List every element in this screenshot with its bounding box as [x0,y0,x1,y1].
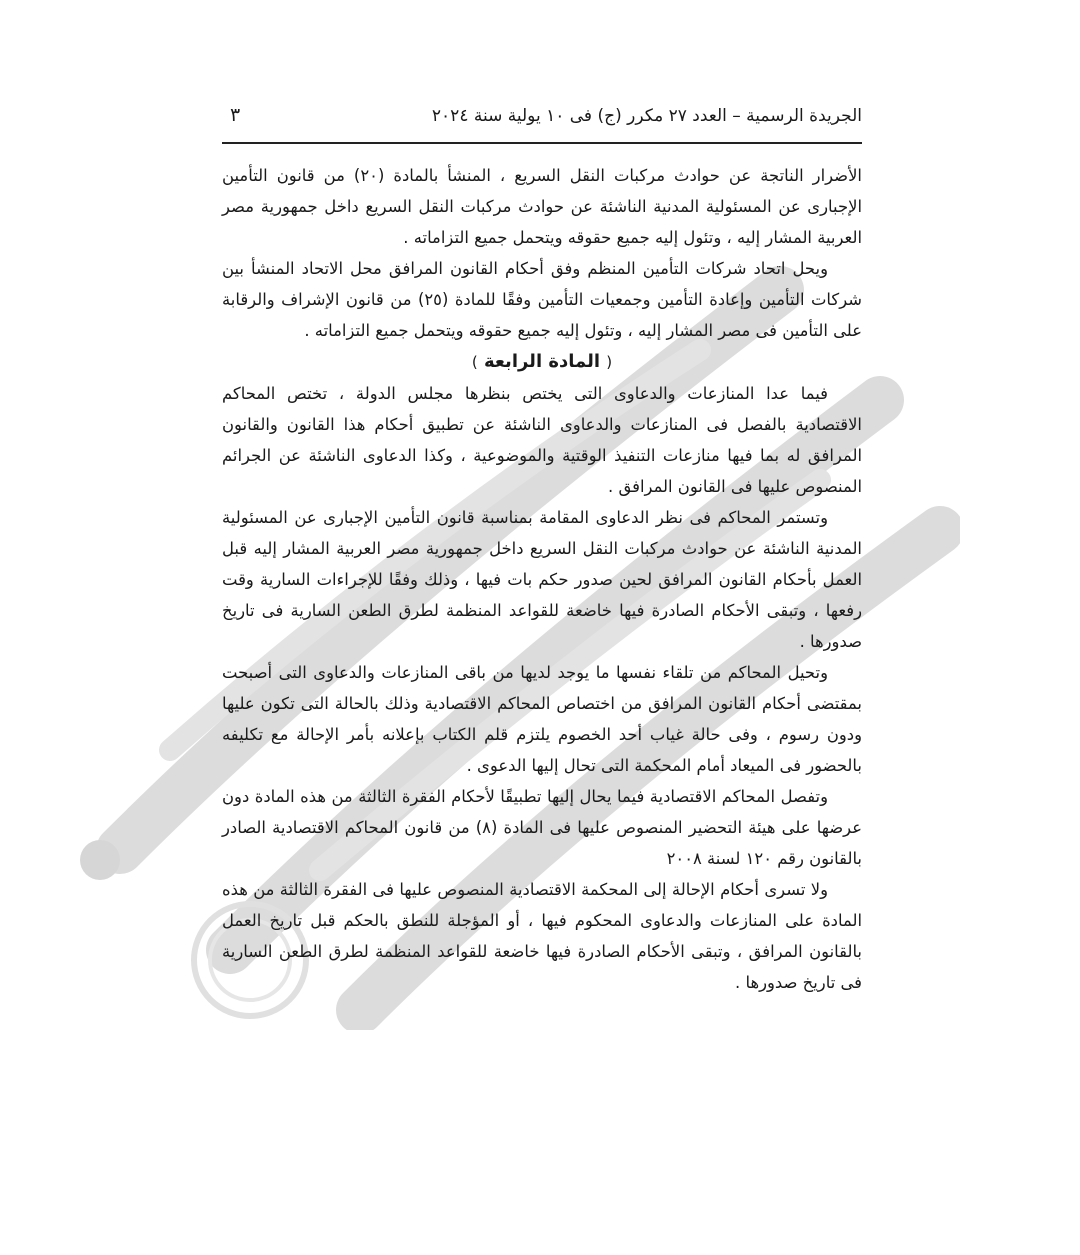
article-paragraph: وتحيل المحاكم من تلقاء نفسها ما يوجد لديها من باقى المنازعات والدعاوى التى أصبحت بمقتضى أحكام القانون المرافق من اختصاص المحاكم الاقتصادية وذلك بالحالة التى تكون عليها ودون رسوم ، وفى حالة غياب أحد الخصوم يلتزم قلم الكتاب بإعلانه بأمر الإحالة مع تكليفه بالحضور فى الميعاد أمام المحكمة التى تحال إليها الدعوى . [222,663,862,775]
article-title: المادة الرابعة [483,351,600,372]
gazette-page [222,92,862,998]
page-header [222,92,862,144]
article-heading: ( المادة الرابعة ) [471,351,613,372]
paragraph: الأضرار الناتجة عن حوادث مركبات النقل السريع ، المنشأ بالمادة (٢٠) من قانون التأمين الإجبارى عن المسئولية المدنية الناشئة عن حوادث مركبات النقل السريع داخل جمهورية مصر العربية المشار إليه ، وتئول إليه جميع حقوقه ويتحمل جميع التزاماته . [222,166,862,247]
article-paragraph: ولا تسرى أحكام الإحالة إلى المحكمة الاقتصادية المنصوص عليها فى الفقرة الثالثة من هذه المادة على المنازعات والدعاوى المحكوم فيها ، أو المؤجلة للنطق بالحكم قبل تاريخ العمل بالقانون المرافق ، وتبقى الأحكام الصادرة فيها خاضعة للقواعد المنظمة لطرق الطعن السارية فى تاريخ صدورها . [222,880,862,992]
watermark-dot-icon [80,840,120,880]
article-paragraph: فيما عدا المنازعات والدعاوى التى يختص بنظرها مجلس الدولة ، تختص المحاكم الاقتصادية بالفصل فى المنازعات والدعاوى الناشئة عن تطبيق أحكام هذا القانون والقانون المرافق له بما فيها منازعات التنفيذ الوقتية والموضوعية ، وكذا الدعاوى الناشئة عن الجرائم المنصوص عليها فى القانون المرافق . [222,384,862,496]
article-paragraph: وتستمر المحاكم فى نظر الدعاوى المقامة بمناسبة قانون التأمين الإجبارى عن المسئولية المدنية الناشئة عن حوادث مركبات النقل السريع داخل جمهورية مصر العربية المشار إليه قبل العمل بأحكام القانون المرافق لحين صدور حكم بات فيها ، وذلك وفقًا للإجراءات السارية وقت رفعها ، وتبقى الأحكام الصادرة فيها خاضعة للقواعد المنظمة لطرق الطعن السارية فى تاريخ صدورها . [222,508,862,651]
page-number: ٣ [230,104,241,126]
paragraph: ويحل اتحاد شركات التأمين المنظم وفق أحكام القانون المرافق محل الاتحاد المنشأ بين شركات التأمين وإعادة التأمين وجمعيات التأمين وفقًا للمادة (٢٥) من قانون الإشراف والرقابة على التأمين فى مصر المشار إليه ، وتئول إليه جميع حقوقه ويتحمل جميع التزاماته . [222,259,862,340]
header-title: الجريدة الرسمية – العدد ٢٧ مكرر (ج) فى ١٠ يولية سنة ٢٠٢٤ [431,106,862,126]
document-body [222,160,862,998]
article-paragraph: وتفصل المحاكم الاقتصادية فيما يحال إليها تطبيقًا لأحكام الفقرة الثالثة من هذه المادة دون عرضها على هيئة التحضير المنصوص عليها فى المادة (٨) من قانون المحاكم الاقتصادية الصادر بالقانون رقم ١٢٠ لسنة ٢٠٠٨ [222,787,862,868]
